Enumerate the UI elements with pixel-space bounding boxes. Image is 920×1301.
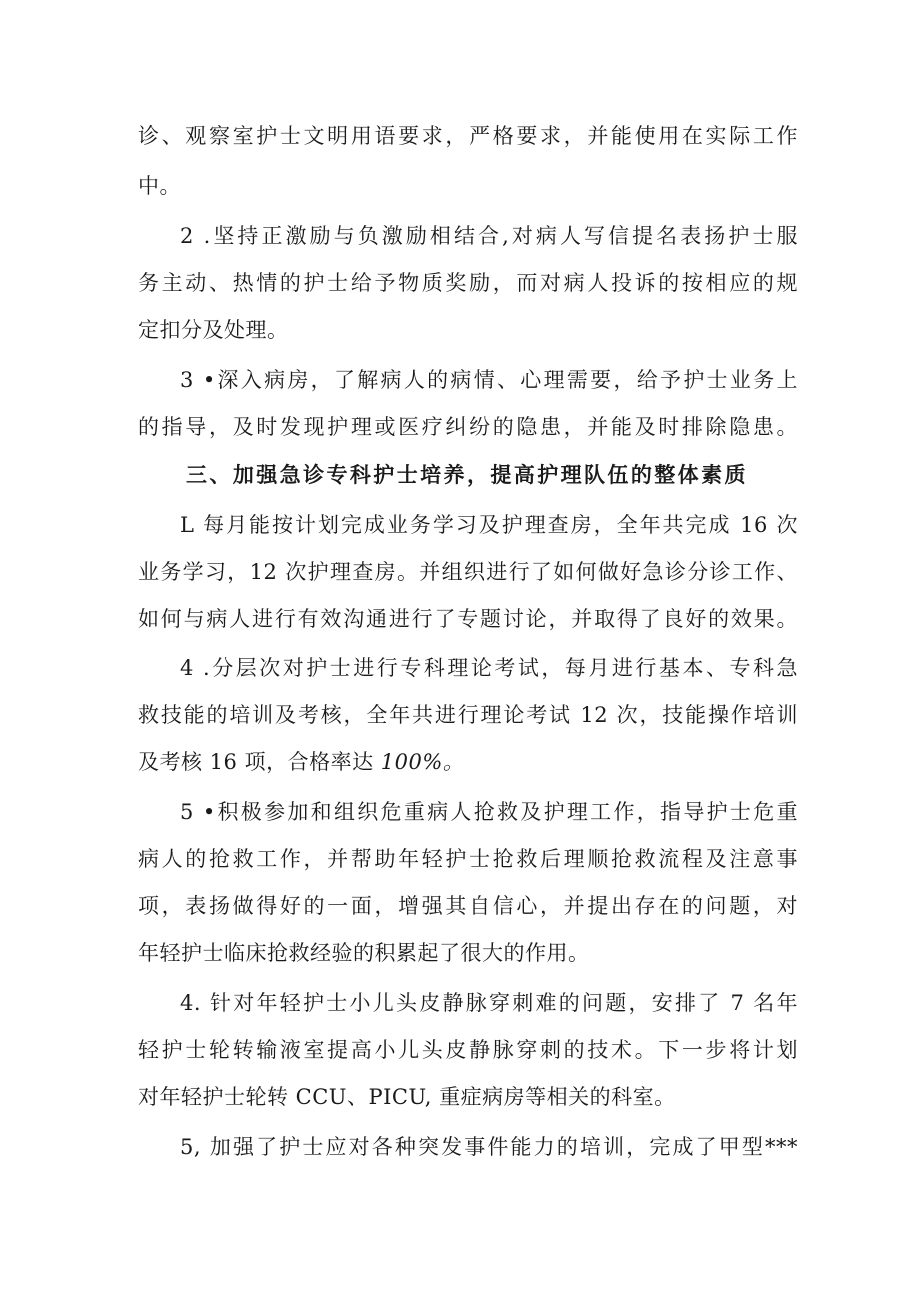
paragraph-line: 4. 针对年轻护士小儿头皮静脉穿刺难的问题，安排了 7 名年 — [180, 991, 798, 1015]
pass-rate-value: 100%。 — [380, 750, 465, 774]
paragraph-line: 4 .分层次对护士进行专科理论考试，每月进行基本、专科急 — [180, 656, 798, 680]
section-heading: 三、加强急诊专科护士培养，提高护理队伍的整体素质 — [186, 462, 746, 487]
paragraph-line: 业务学习，12 次护理查房。并组织进行了如何做好急诊分诊工作、 — [138, 560, 798, 584]
paragraph-line: 2 .坚持正激励与负激励相结合,对病人写信提名表扬护士服 — [180, 224, 798, 248]
paragraph-line: 轻护士轮转输液室提高小儿头皮静脉穿刺的技术。下一步将计划 — [138, 1038, 798, 1062]
paragraph-line: 的指导，及时发现护理或医疗纠纷的隐患，并能及时排除隐患。 — [138, 415, 798, 439]
paragraph-line: 项，表扬做得好的一面，增强其自信心，并提出存在的问题，对 — [138, 894, 798, 918]
paragraph-line: 5, 加强了护士应对各种突发事件能力的培训，完成了甲型*** — [180, 1135, 798, 1159]
paragraph-line: 救技能的培训及考核，全年共进行理论考试 12 次，技能操作培训 — [138, 703, 798, 727]
paragraph-line: L 每月能按计划完成业务学习及护理查房，全年共完成 16 次 — [180, 513, 798, 537]
paragraph-line: 诊、观察室护士文明用语要求，严格要求，并能使用在实际工作 — [138, 124, 798, 148]
paragraph-line: 年轻护士临床抢救经验的积累起了很大的作用。 — [138, 941, 590, 965]
paragraph-line: 5 •积极参加和组织危重病人抢救及护理工作，指导护士危重 — [180, 800, 798, 824]
paragraph-line: 如何与病人进行有效沟通进行了专题讨论，并取得了良好的效果。 — [138, 607, 798, 631]
paragraph-line: 定扣分及处理。 — [138, 318, 289, 342]
paragraph-line: 3 •深入病房，了解病人的病情、心理需要，给予护士业务上 — [180, 368, 798, 392]
line-text: 及考核 16 项，合格率达 — [138, 750, 381, 774]
paragraph-line: 病人的抢救工作，并帮助年轻护士抢救后理顺抢救流程及注意事 — [138, 847, 798, 871]
paragraph-line: 务主动、热情的护士给予物质奖励，而对病人投诉的按相应的规 — [138, 271, 798, 295]
paragraph-line: 对年轻护士轮转 CCU、PICU, 重症病房等相关的科室。 — [138, 1085, 676, 1109]
paragraph-line: 中。 — [138, 174, 181, 198]
paragraph-line — [138, 747, 798, 777]
